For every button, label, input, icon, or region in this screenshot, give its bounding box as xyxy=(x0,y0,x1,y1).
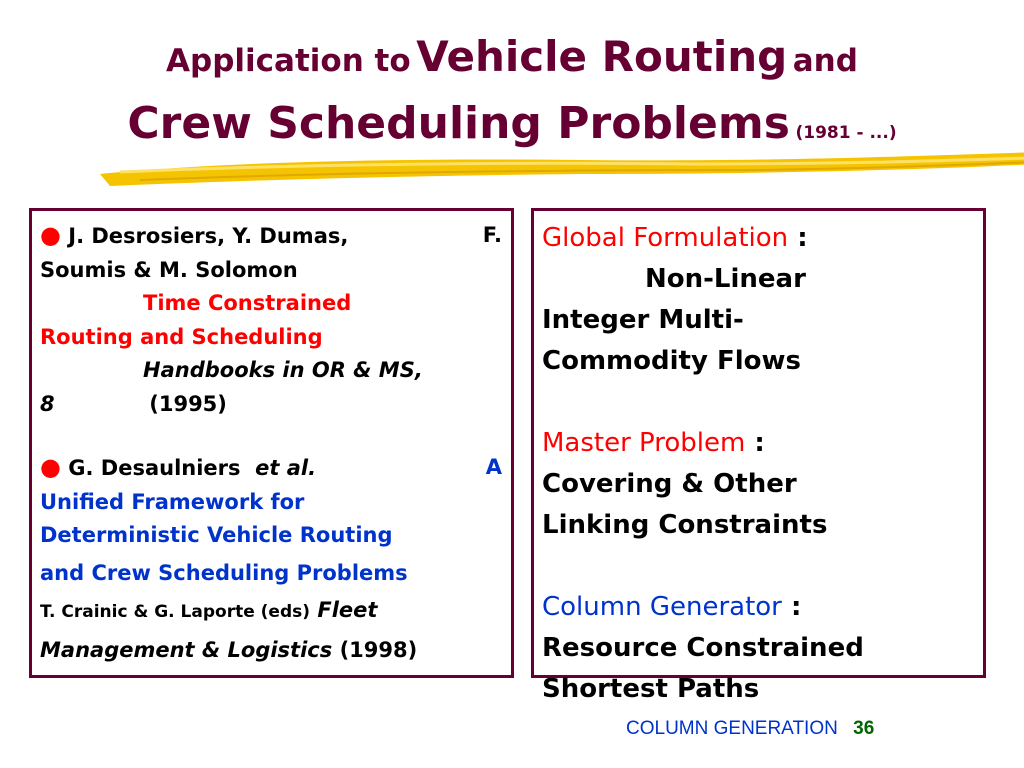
ref2-editors: T. Crainic & G. Laporte (eds) xyxy=(40,602,311,622)
column-line1: Resource Constrained xyxy=(542,633,864,663)
ref1-authors-end: F. xyxy=(482,223,502,247)
bullet-icon: ● xyxy=(40,453,61,481)
ref2-book-a: Fleet xyxy=(317,598,378,622)
global-colon: : xyxy=(797,223,808,253)
ref1-title-line1: Time Constrained xyxy=(143,291,352,315)
ref2-title-line2: Unified Framework for xyxy=(40,489,305,514)
ref2-etal: et al. xyxy=(255,456,317,480)
ref1-source-line2 xyxy=(40,388,502,422)
ref2-editors-line xyxy=(40,594,502,630)
title-crew-scheduling: Crew Scheduling Problems xyxy=(127,98,790,149)
brush-stroke-decoration xyxy=(100,150,1024,190)
ref1-authors-line1 xyxy=(40,219,502,254)
global-line1: Non-Linear xyxy=(645,264,806,294)
column-line2: Shortest Paths xyxy=(542,674,760,704)
ref2-year: (1998) xyxy=(339,637,418,662)
title-years: (1981 - ...) xyxy=(795,123,897,143)
column-colon: : xyxy=(790,592,802,622)
title-and: and xyxy=(792,43,858,79)
ref1-source-num: 8 xyxy=(40,391,55,416)
footer-label: COLUMN GENERATION xyxy=(626,718,838,739)
master-colon: : xyxy=(754,428,765,458)
slide-footer xyxy=(626,718,874,740)
page-number: 36 xyxy=(853,718,875,739)
title-line-1 xyxy=(0,32,1024,81)
ref2-book-b: Management & Logistics xyxy=(40,637,333,662)
global-line3: Commodity Flows xyxy=(542,346,801,376)
global-formulation-label: Global Formulation xyxy=(542,223,789,253)
ref1-year: (1995) xyxy=(149,391,227,416)
ref2-title-line4: and Crew Scheduling Problems xyxy=(40,560,408,585)
column-generator-label: Column Generator xyxy=(542,592,782,622)
ref2-title-line3: Deterministic Vehicle Routing xyxy=(40,523,393,547)
reference-2 xyxy=(40,451,502,667)
master-line1: Covering & Other xyxy=(542,469,797,499)
column-generator-heading xyxy=(542,587,982,628)
bullet-icon: ● xyxy=(40,221,61,249)
ref1-authors-line2: Soumis & M. Solomon xyxy=(40,257,298,282)
ref2-author: G. Desaulniers xyxy=(68,456,241,480)
ref2-line1 xyxy=(40,451,502,486)
master-problem-label: Master Problem xyxy=(542,428,746,458)
global-line2: Integer Multi- xyxy=(542,305,744,335)
master-line2: Linking Constraints xyxy=(542,510,828,540)
global-formulation-heading xyxy=(542,218,982,259)
ref1-source: Handbooks in OR & MS, xyxy=(143,358,423,382)
title-line-2 xyxy=(0,98,1024,149)
reference-1 xyxy=(40,219,502,421)
ref2-book-line xyxy=(40,634,502,668)
title-vehicle-routing: Vehicle Routing xyxy=(416,32,788,81)
master-problem-heading xyxy=(542,423,982,464)
title-application-to: Application to xyxy=(166,43,411,79)
references-box xyxy=(29,208,514,678)
ref1-title-line2: Routing and Scheduling xyxy=(40,324,323,349)
ref1-authors: J. Desrosiers, Y. Dumas, xyxy=(68,224,349,248)
ref2-title-a: A xyxy=(485,455,502,479)
